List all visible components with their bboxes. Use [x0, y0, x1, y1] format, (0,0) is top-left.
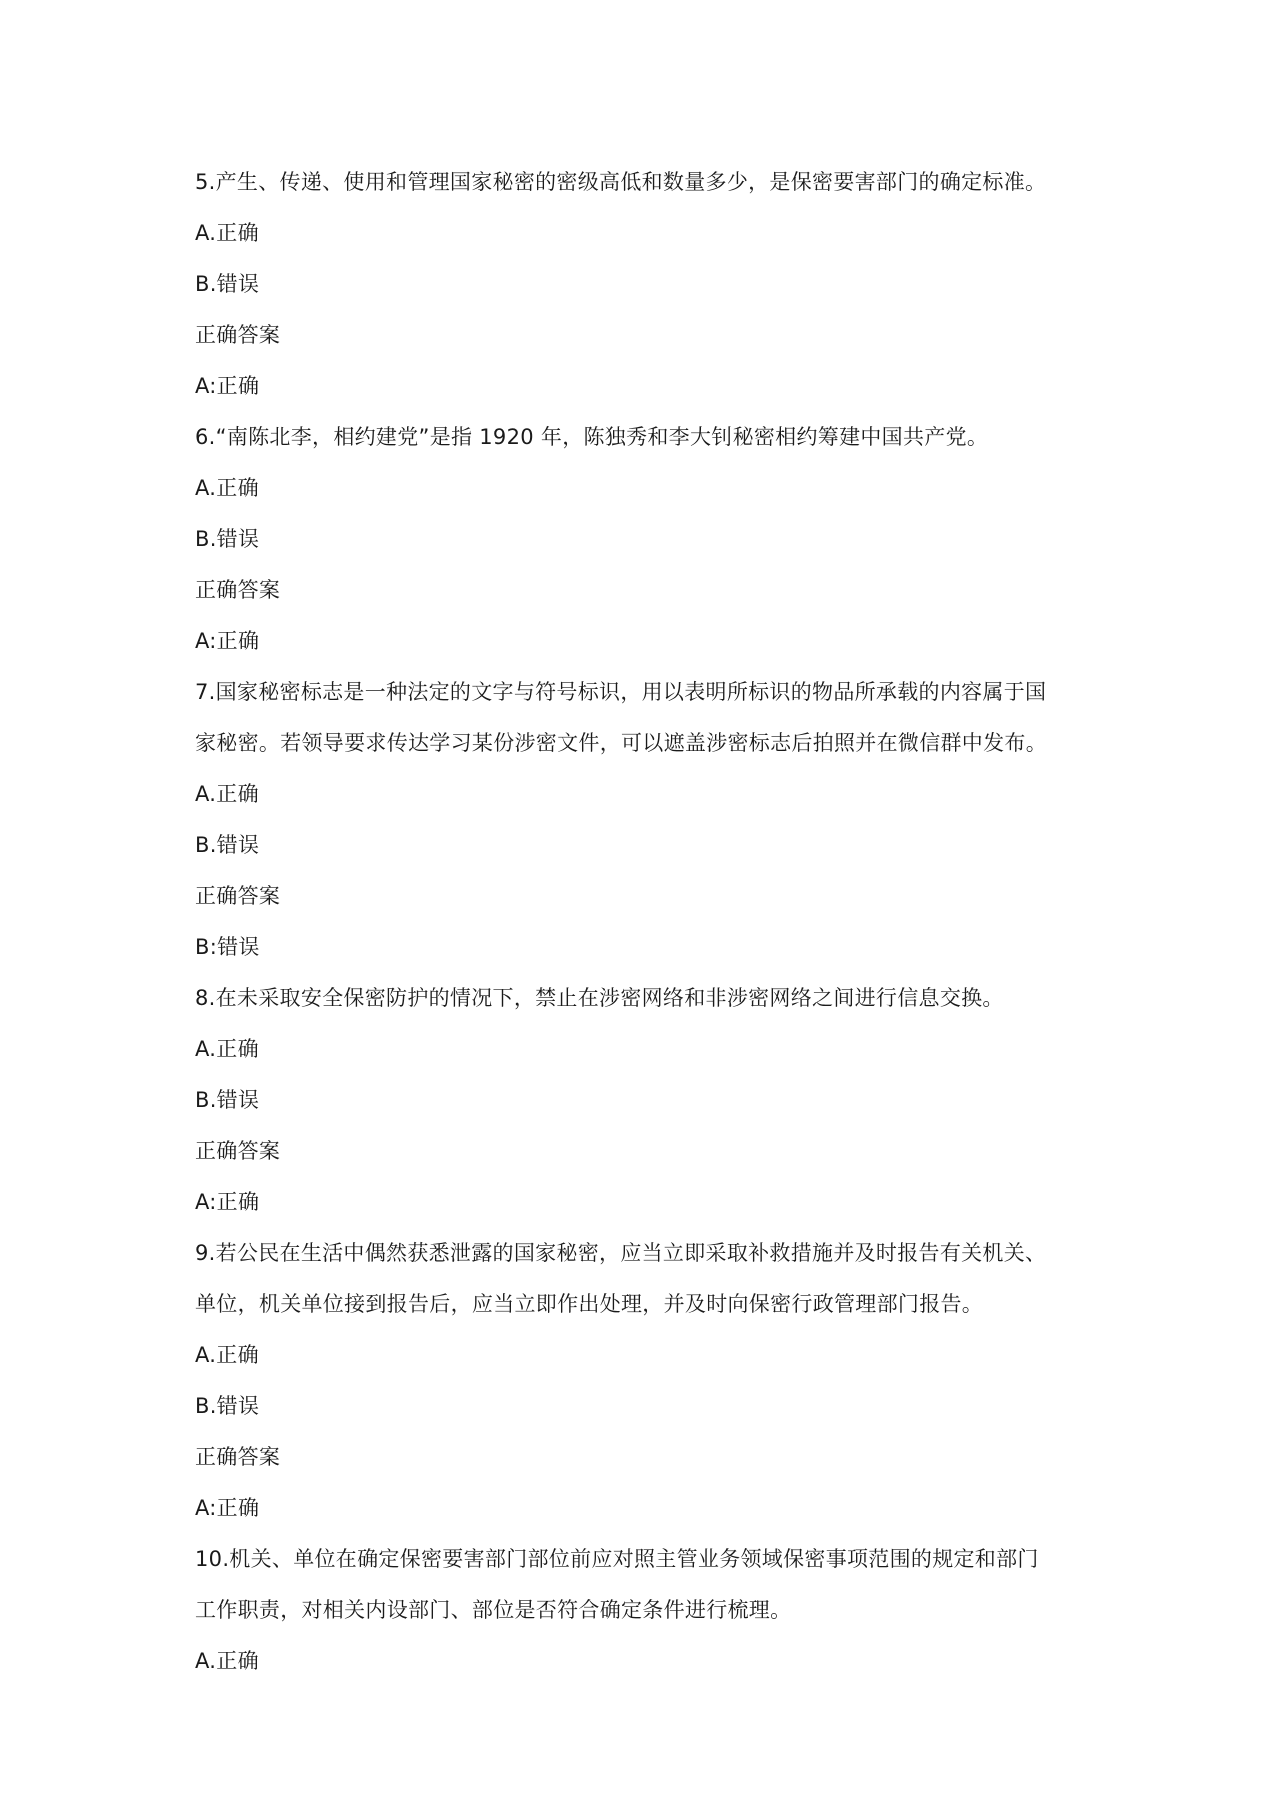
question-6-answer-label: 正确答案 [195, 578, 281, 602]
question-10-option-a: A.正确 [195, 1649, 259, 1673]
question-5-option-a: A.正确 [195, 221, 259, 245]
question-8-stem: 8.在未采取安全保密防护的情况下，禁止在涉密网络和非涉密网络之间进行信息交换。 [195, 986, 1004, 1010]
question-9-stem-line-2: 单位，机关单位接到报告后，应当立即作出处理，并及时向保密行政管理部门报告。 [195, 1292, 984, 1316]
question-5-stem: 5.产生、传递、使用和管理国家秘密的密级高低和数量多少，是保密要害部门的确定标准。 [195, 170, 1047, 194]
question-8-answer: A:正确 [195, 1190, 260, 1214]
question-8-option-a: A.正确 [195, 1037, 259, 1061]
question-7-answer: B:错误 [195, 935, 260, 959]
question-6-option-a: A.正确 [195, 476, 259, 500]
question-9-answer-label: 正确答案 [195, 1445, 281, 1469]
question-5-option-b: B.错误 [195, 272, 260, 296]
question-6-stem: 6.“南陈北李，相约建党”是指 1920 年，陈独秀和李大钊秘密相约筹建中国共产党。 [195, 425, 989, 449]
question-7-stem-line-2: 家秘密。若领导要求传达学习某份涉密文件，可以遮盖涉密标志后拍照并在微信群中发布。 [195, 731, 1047, 755]
question-9-option-b: B.错误 [195, 1394, 260, 1418]
question-7-option-b: B.错误 [195, 833, 260, 857]
question-9-option-a: A.正确 [195, 1343, 259, 1367]
question-7-answer-label: 正确答案 [195, 884, 281, 908]
question-9-answer: A:正确 [195, 1496, 260, 1520]
question-10-stem-line-1: 10.机关、单位在确定保密要害部门部位前应对照主管业务领域保密事项范围的规定和部门 [195, 1547, 1039, 1571]
question-8-answer-label: 正确答案 [195, 1139, 281, 1163]
question-9-stem-line-1: 9.若公民在生活中偶然获悉泄露的国家秘密，应当立即采取补救措施并及时报告有关机关、 [195, 1241, 1047, 1265]
question-10-stem-line-2: 工作职责，对相关内设部门、部位是否符合确定条件进行梳理。 [195, 1598, 792, 1622]
question-8-option-b: B.错误 [195, 1088, 260, 1112]
question-7-stem-line-1: 7.国家秘密标志是一种法定的文字与符号标识，用以表明所标识的物品所承载的内容属于国 [195, 680, 1047, 704]
question-6-option-b: B.错误 [195, 527, 260, 551]
question-list [195, 157, 1095, 1687]
question-7-option-a: A.正确 [195, 782, 259, 806]
question-5-answer-label: 正确答案 [195, 323, 281, 347]
question-5-answer: A:正确 [195, 374, 260, 398]
question-6-answer: A:正确 [195, 629, 260, 653]
